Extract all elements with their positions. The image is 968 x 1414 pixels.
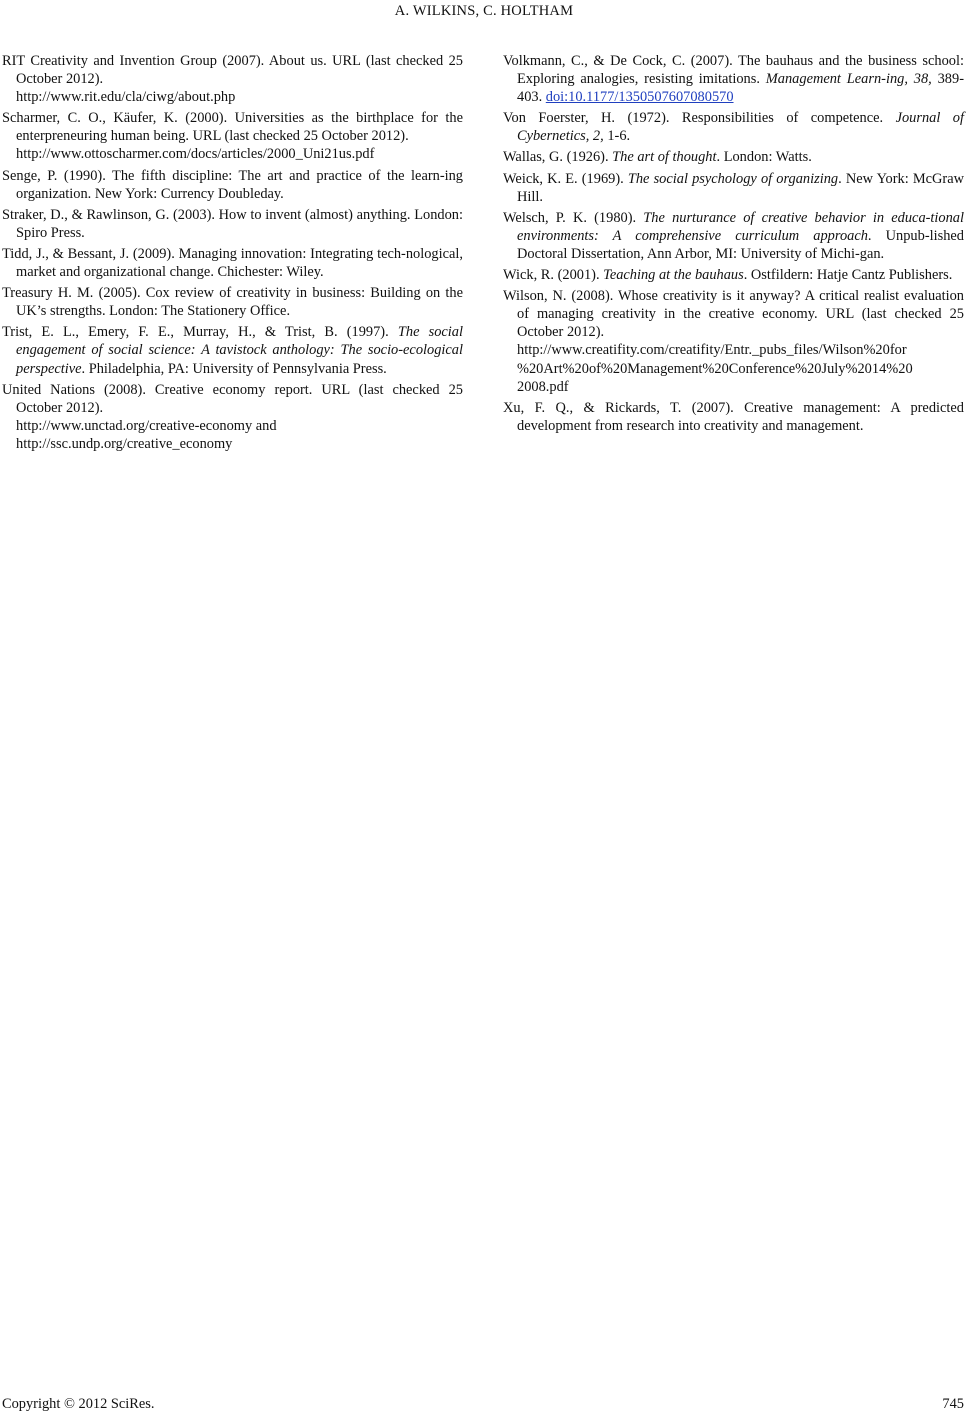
reference-entry xyxy=(2,52,463,106)
reference-text: Trist, E. L., Emery, F. E., Murray, H., & Trist, B. (1997). xyxy=(2,324,398,341)
reference-entry xyxy=(503,148,964,166)
reference-entry xyxy=(2,109,463,163)
reference-entry xyxy=(2,206,463,242)
reference-text: Von Foerster, H. (1972). Responsibilities of competence. xyxy=(503,110,896,127)
reference-text: Wilson, N. (2008). Whose creativity is it anyway? A critical realist evaluation of managing creativity in the creative economy. URL (last checked 25 October 2012). xyxy=(503,288,964,341)
reference-entry xyxy=(2,284,463,320)
reference-url: http://ssc.undp.org/creative_economy xyxy=(16,435,233,452)
reference-text: Wick, R. (2001). xyxy=(503,267,604,284)
reference-title-italic: The social engagement of social science: A tavistock anthology: The socio-ecological perspective xyxy=(16,324,464,377)
references-left-column xyxy=(2,52,463,456)
reference-text: Welsch, P. K. (1980). xyxy=(503,209,644,226)
reference-title-italic: Journal of Cybernetics, 2, xyxy=(517,110,965,145)
reference-url: http://www.creatifity.com/creatifity/Entr._pubs_files/Wilson%20for xyxy=(517,342,907,359)
copyright-notice: Copyright © 2012 SciRes. xyxy=(2,1396,155,1412)
reference-entry xyxy=(2,245,463,281)
reference-url: http://www.ottoscharmer.com/docs/articles/2000_Uni21us.pdf xyxy=(16,146,375,163)
reference-title-italic: Teaching at the bauhaus xyxy=(603,267,744,284)
reference-title-italic: The nurturance of creative behavior in educa-tional environments: A comprehensive curriculum approach xyxy=(517,209,965,244)
reference-text: Treasury H. M. (2005). Cox review of creativity in business: Building on the UK’s strengths. London: The Stationery Office. xyxy=(2,285,463,320)
reference-entry xyxy=(2,381,463,453)
reference-text: Wallas, G. (1926). xyxy=(503,149,613,166)
references-right-column xyxy=(503,52,964,438)
reference-title-italic: The art of thought xyxy=(612,149,717,166)
reference-url: http://www.unctad.org/creative-economy and xyxy=(16,417,277,434)
running-header: A. WILKINS, C. HOLTHAM xyxy=(394,3,574,19)
reference-text: Volkmann, C., & De Cock, C. (2007). The bauhaus and the business school: Exploring analogies, resisting imitations. xyxy=(503,53,964,88)
reference-entry xyxy=(503,170,964,206)
doi-link[interactable]: doi:10.1177/1350507607080570 xyxy=(545,89,734,106)
reference-url: %20Art%20of%20Management%20Conference%20July%2014%20 xyxy=(517,360,913,377)
reference-text: Tidd, J., & Bessant, J. (2009). Managing innovation: Integrating tech-nological, market and organizational change. Chichester: Wiley. xyxy=(2,245,463,281)
reference-text: Scharmer, C. O., Käufer, K. (2000). Universities as the birthplace for the enterpreneuring human being. URL (last checked 25 October 2012). xyxy=(2,110,463,145)
reference-text: . Philadelphia, PA: University of Pennsylvania Press. xyxy=(81,360,387,377)
page-number: 745 xyxy=(942,1396,964,1412)
reference-text: United Nations (2008). Creative economy report. URL (last checked 25 October 2012). xyxy=(2,381,463,416)
reference-entry xyxy=(2,167,463,203)
reference-text: Xu, F. Q., & Rickards, T. (2007). Creative management: A predicted development from research into creativity and management. xyxy=(503,399,964,434)
reference-entry xyxy=(503,266,964,284)
reference-text: . Ostfildern: Hatje Cantz Publishers. xyxy=(743,267,953,284)
reference-entry xyxy=(503,209,964,263)
reference-entry xyxy=(503,109,964,145)
reference-text: . London: Watts. xyxy=(716,149,812,166)
reference-entry xyxy=(503,287,964,396)
reference-entry xyxy=(2,323,463,377)
reference-text: . New York: McGraw Hill. xyxy=(517,170,965,205)
reference-text: RIT Creativity and Invention Group (2007). About us. URL (last checked 25 October 2012). xyxy=(2,53,463,88)
reference-text: . Unpub-lished Doctoral Dissertation, Ann Arbor, MI: University of Michi-gan. xyxy=(517,227,964,262)
reference-title-italic: Management Learn-ing, 38, xyxy=(765,71,932,88)
reference-entry xyxy=(503,52,964,106)
reference-text: Weick, K. E. (1969). xyxy=(503,170,628,187)
reference-entry xyxy=(503,399,964,435)
reference-title-italic: The social psychology of organizing xyxy=(627,170,839,187)
reference-text: 1-6. xyxy=(603,128,631,145)
reference-text: 389-403. xyxy=(517,71,964,106)
reference-url: http://www.rit.edu/cla/ciwg/about.php xyxy=(16,89,236,106)
reference-url: 2008.pdf xyxy=(517,378,569,395)
reference-text: Straker, D., & Rawlinson, G. (2003). How to invent (almost) anything. London: Spiro Press. xyxy=(2,206,463,241)
reference-text: Senge, P. (1990). The fifth discipline: The art and practice of the learn-ing organization. New York: Currency Doubleday. xyxy=(2,167,463,202)
